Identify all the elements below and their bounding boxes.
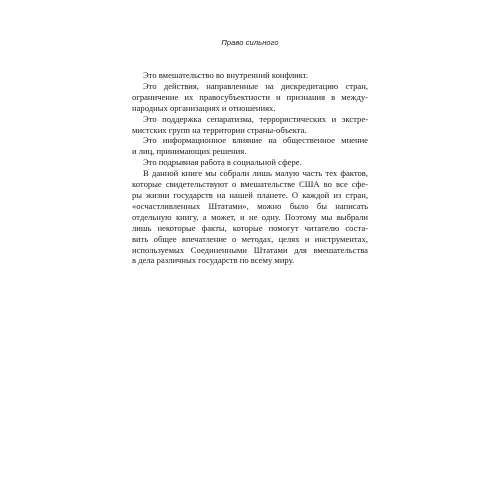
text-line: ры жизни государств на нашей планете. О каждой из стран, bbox=[132, 189, 368, 200]
text-line: «осчастливленных Штатами», можно было бы написать bbox=[132, 200, 368, 211]
body-text bbox=[132, 70, 368, 266]
paragraph-internal-conflict bbox=[132, 70, 368, 81]
text-line: в дела различных государств по всему миру. bbox=[132, 255, 295, 266]
text-line: используемых Соединенными Штатами для вмешательства bbox=[132, 244, 368, 255]
running-header: Право сильного bbox=[221, 38, 279, 47]
text-line: мистских групп на территории страны-объекта. bbox=[132, 124, 307, 135]
paragraph-separatism bbox=[132, 114, 368, 136]
text-line: Это подрывная работа в социальной сфере. bbox=[143, 157, 302, 168]
text-line: Это действия, направленные на дискредитацию стран, bbox=[143, 80, 368, 91]
text-line: Это поддержка сепаратизма, террористических и экстре- bbox=[143, 113, 368, 124]
text-line: вить общее впечатление о методах, целях и инструментах, bbox=[132, 233, 368, 244]
text-line: и лиц, принимающих решения. bbox=[132, 146, 247, 157]
paragraph-information-influence bbox=[132, 135, 368, 157]
text-line: В данной книге мы собрали лишь малую часть тех фактов, bbox=[143, 168, 368, 179]
text-line: лишь некоторые факты, которые помогут читателю соста- bbox=[132, 222, 368, 233]
text-line: Это информационное влияние на общественное мнение bbox=[143, 135, 368, 146]
paragraph-discreditation bbox=[132, 81, 368, 114]
paragraph-book-summary bbox=[132, 168, 368, 266]
paragraph-social-sphere bbox=[132, 157, 368, 168]
text-line: ограничение их правосубъектности и признания в между- bbox=[132, 91, 368, 102]
text-line: которые свидетельствуют о вмешательстве США во все сфе- bbox=[132, 179, 368, 190]
text-line: народных организациях и отношениях. bbox=[132, 102, 276, 113]
text-line: отдельную книгу, а может, и не одну. Поэтому мы выбрали bbox=[132, 211, 368, 222]
text-line: Это вмешательство во внутренний конфликт. bbox=[143, 70, 309, 80]
